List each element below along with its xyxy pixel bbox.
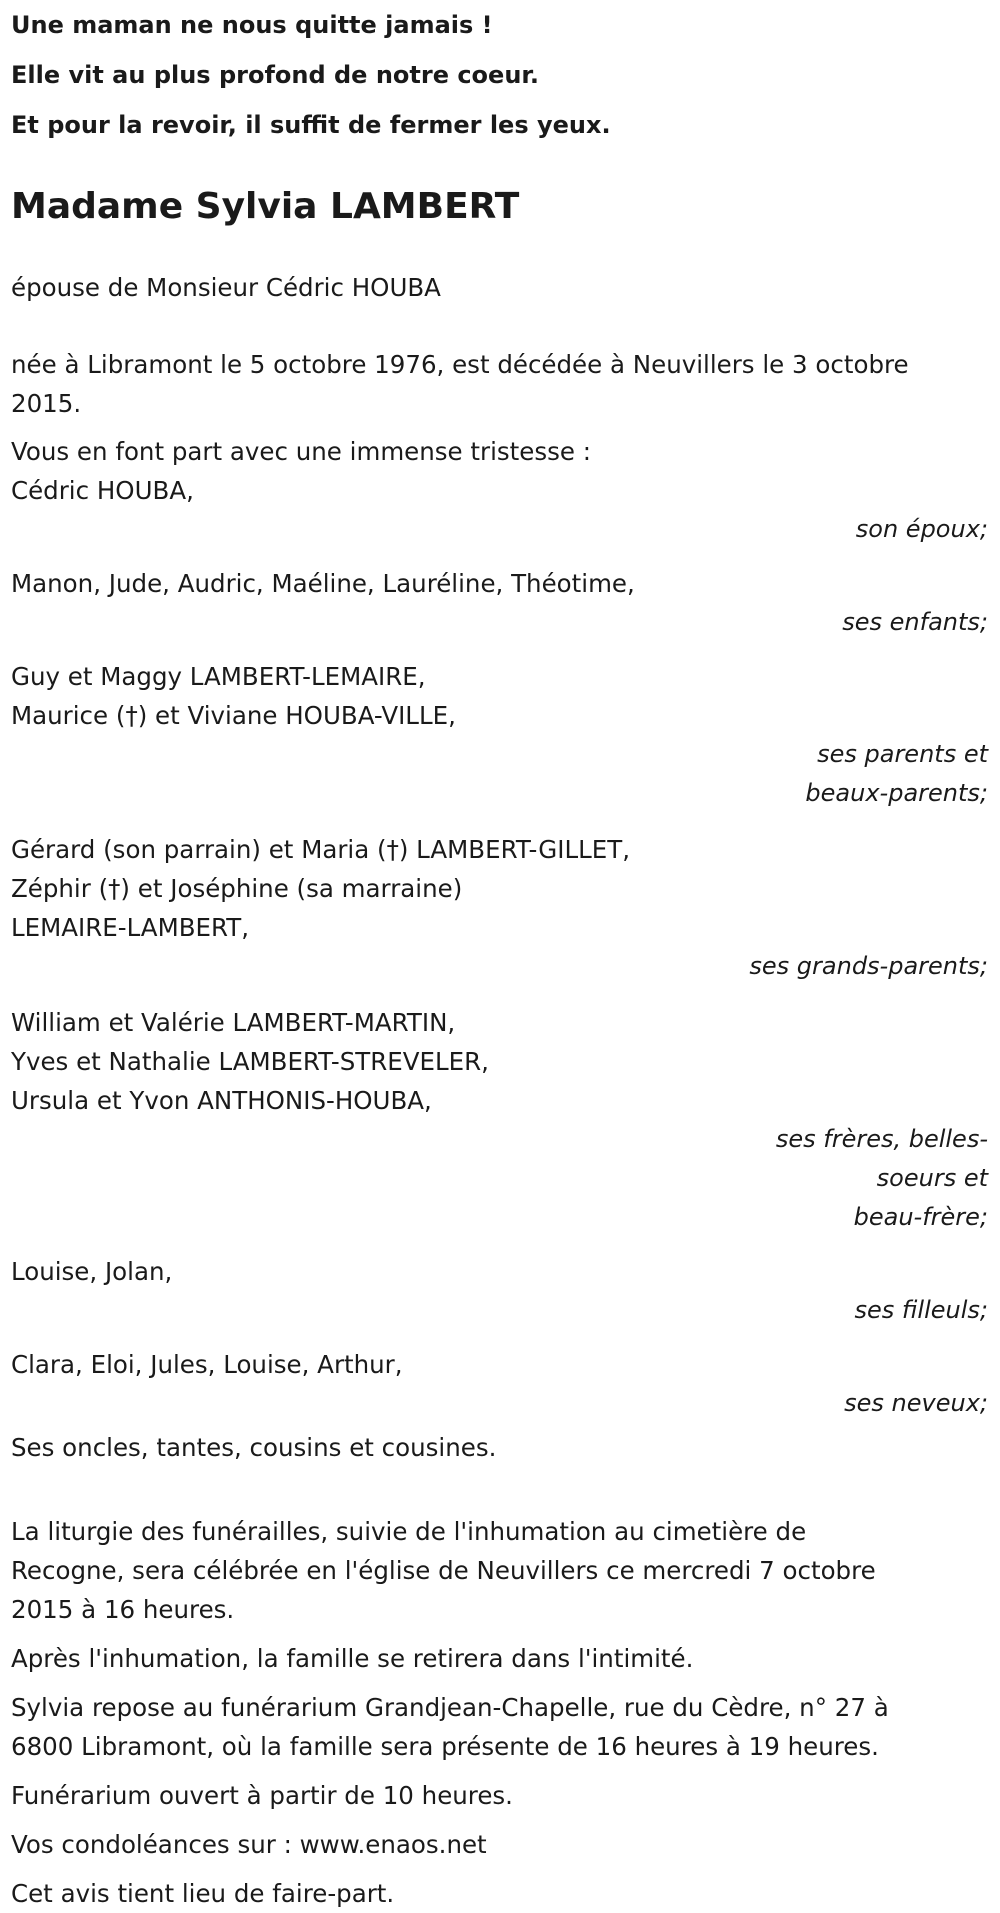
family-relation-line: beau-frère;: [853, 1203, 988, 1231]
family-name-line: LEMAIRE-LAMBERT,: [11, 913, 249, 942]
family-relation: [11, 510, 988, 549]
family-group: [11, 1003, 988, 1237]
poem-line-1: Une maman ne nous quitte jamais !: [11, 11, 493, 39]
family-name-line: Louise, Jolan,: [11, 1257, 173, 1286]
family-names: [11, 1345, 988, 1384]
family-group: [11, 657, 988, 813]
family-group: [11, 1252, 988, 1330]
family-group: [11, 830, 988, 986]
family-relation: [11, 1291, 988, 1330]
family-relation-line: beaux-parents;: [805, 779, 988, 807]
family-list: [11, 471, 988, 1423]
birth-death-line: née à Libramont le 5 octobre 1976, est décédée à Neuvillers le 3 octobre 2015.: [11, 350, 909, 418]
family-name-line: Maurice (†) et Viviane HOUBA-VILLE,: [11, 701, 456, 730]
announcement-line: Vous en font part avec une immense tristesse :: [11, 437, 591, 466]
poem-line-2: Elle vit au plus profond de notre coeur.: [11, 61, 539, 89]
family-name-line: Gérard (son parrain) et Maria (†) LAMBERT-GILLET,: [11, 835, 631, 864]
family-name-line: Guy et Maggy LAMBERT-LEMAIRE,: [11, 662, 426, 691]
condolences-link: Vos condoléances sur : www.enaos.net: [11, 1830, 487, 1859]
family-names: [11, 830, 988, 947]
poem-line-3: Et pour la revoir, il suffit de fermer les yeux.: [11, 111, 611, 139]
family-name-line: Yves et Nathalie LAMBERT-STREVELER,: [11, 1047, 489, 1076]
family-names: [11, 1003, 988, 1120]
family-relation-line: ses filleuls;: [854, 1296, 988, 1324]
family-names: [11, 657, 988, 735]
funerarium-hours: Funérarium ouvert à partir de 10 heures.: [11, 1781, 513, 1810]
funeral-liturgy: La liturgie des funérailles, suivie de l'inhumation au cimetière de Recogne, sera célébrée en l'église de Neuvillers ce mercredi 7 octobre 2015 à 16 heures.: [11, 1517, 876, 1624]
family-names: [11, 1252, 988, 1291]
family-name-line: Manon, Jude, Audric, Maéline, Lauréline, Théotime,: [11, 569, 635, 598]
family-relation: [11, 603, 988, 642]
notice-line: Cet avis tient lieu de faire-part.: [11, 1879, 395, 1908]
family-relation-line: ses frères, belles-: [775, 1125, 988, 1153]
deceased-name: Madame Sylvia LAMBERT: [11, 186, 520, 227]
family-names: [11, 564, 988, 603]
family-relation-line: ses enfants;: [842, 608, 988, 636]
family-name-line: Ursula et Yvon ANTHONIS-HOUBA,: [11, 1086, 432, 1115]
family-relation: [11, 1384, 988, 1423]
family-name-line: Cédric HOUBA,: [11, 476, 194, 505]
poem: [11, 0, 988, 150]
funerarium-repose: Sylvia repose au funérarium Grandjean-Chapelle, rue du Cèdre, n° 27 à 6800 Libramont, où la famille sera présente de 16 heures à 19 heures.: [11, 1693, 889, 1761]
family-name-line: Clara, Eloi, Jules, Louise, Arthur,: [11, 1350, 403, 1379]
family-relation-line: ses grands-parents;: [749, 952, 988, 980]
obituary-notice: [11, 0, 988, 1913]
family-relation-line: son époux;: [855, 515, 988, 543]
family-names: [11, 471, 988, 510]
family-relation: [11, 1120, 988, 1237]
family-name-line: Zéphir (†) et Joséphine (sa marraine): [11, 874, 463, 903]
spouse-line: épouse de Monsieur Cédric HOUBA: [11, 273, 441, 302]
family-relation-line: ses parents et: [817, 740, 988, 768]
family-group: [11, 1345, 988, 1423]
after-burial: Après l'inhumation, la famille se retirera dans l'intimité.: [11, 1644, 694, 1673]
family-relation: [11, 735, 988, 813]
family-group: [11, 564, 988, 642]
family-name-line: William et Valérie LAMBERT-MARTIN,: [11, 1008, 456, 1037]
family-group: [11, 471, 988, 549]
extended-family: Ses oncles, tantes, cousins et cousines.: [11, 1433, 497, 1462]
family-relation-line: ses neveux;: [844, 1389, 988, 1417]
family-relation: [11, 947, 988, 986]
family-relation-line: soeurs et: [876, 1164, 988, 1192]
